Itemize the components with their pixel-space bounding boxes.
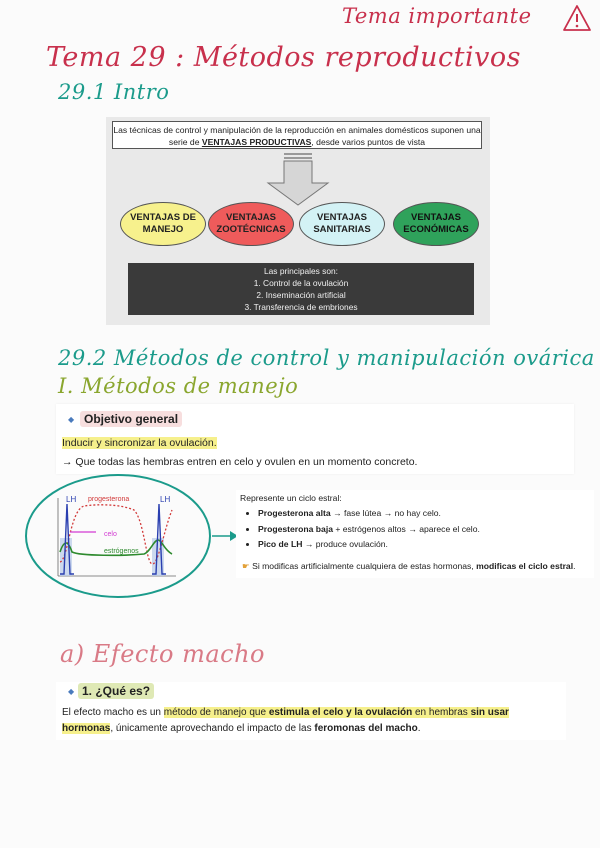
- progesterone-label: progesterona: [88, 496, 130, 503]
- lh-right-label: LH: [160, 495, 171, 504]
- main-techniques-box: [128, 263, 474, 315]
- objective-highlight: Inducir y sincronizar la ovulación.: [62, 437, 217, 449]
- oval-manejo: VENTAJAS DE MANEJO: [120, 202, 206, 246]
- figure-intro-line2: serie de VENTAJAS PRODUCTIVAS, desde varios puntos de vista: [168, 137, 426, 147]
- pointing-hand-icon: ☛: [242, 561, 250, 571]
- objective-label: Objetivo general: [80, 411, 182, 427]
- estrogen-label: estrógenos: [104, 548, 139, 555]
- que-es-label: 1. ¿Qué es?: [78, 683, 154, 699]
- section-heading-efecto-macho: a) Efecto macho: [60, 640, 265, 668]
- section-heading-intro: 29.1 Intro: [58, 80, 170, 104]
- celo-label: celo: [104, 531, 117, 538]
- cycle-explanation-card: [236, 490, 594, 578]
- lh-left-label: LH: [66, 495, 77, 504]
- que-es-paragraph-line2: hormonas, únicamente aprovechando el impacto de las feromonas del macho.: [62, 723, 421, 734]
- list-item: • Progesterona baja + estrógenos altos → aparece el celo.: [258, 522, 480, 538]
- figure-intro-box: [112, 121, 482, 149]
- page-title: Tema 29 : Métodos reproductivos: [46, 42, 521, 73]
- oval-sanitarias: VENTAJAS SANITARIAS: [299, 202, 385, 246]
- diamond-bullet-icon: ◆: [68, 687, 75, 696]
- que-es-paragraph-line1: El efecto macho es un método de manejo que estimula el celo y la ovulación en hembras sin usar: [62, 707, 509, 718]
- technique-item: 3. Transferencia de embriones: [244, 302, 358, 312]
- advantages-figure: [106, 117, 490, 325]
- objective-line: → Que todas las hembras entren en celo y ovulen en un momento concreto.: [62, 456, 418, 468]
- oval-economicas: VENTAJAS ECONÓMICAS: [393, 202, 479, 246]
- section-heading-control: 29.2 Métodos de control y manipulación ovárica: [58, 346, 595, 370]
- warning-icon: [562, 4, 592, 32]
- list-item: • Progesterona alta → fase lútea → no hay celo.: [258, 506, 480, 522]
- technique-item: 1. Control de la ovulación: [253, 278, 349, 288]
- down-arrow-icon: [266, 151, 330, 207]
- cycle-intro: Represente un ciclo estral:: [240, 493, 342, 503]
- estrous-cycle-graph: [24, 470, 244, 604]
- important-note: Tema importante: [342, 4, 532, 28]
- oval-zootecnicas: VENTAJAS ZOOTÉCNICAS: [208, 202, 294, 246]
- techniques-title: Las principales son:: [263, 266, 339, 276]
- list-item: • Pico de LH → produce ovulación.: [258, 537, 480, 553]
- cycle-list: [244, 506, 480, 553]
- diamond-bullet-icon: ◆: [68, 415, 75, 424]
- figure-intro-line1: Las técnicas de control y manipulación de la reproducción en animales domésticos suponen una: [113, 125, 481, 135]
- cycle-tip: ☛ Si modificas artificialmente cualquiera de estas hormonas, modificas el ciclo estral.: [242, 561, 576, 571]
- section-heading-manejo: I. Métodos de manejo: [58, 374, 299, 398]
- technique-item: 2. Inseminación artificial: [256, 290, 346, 300]
